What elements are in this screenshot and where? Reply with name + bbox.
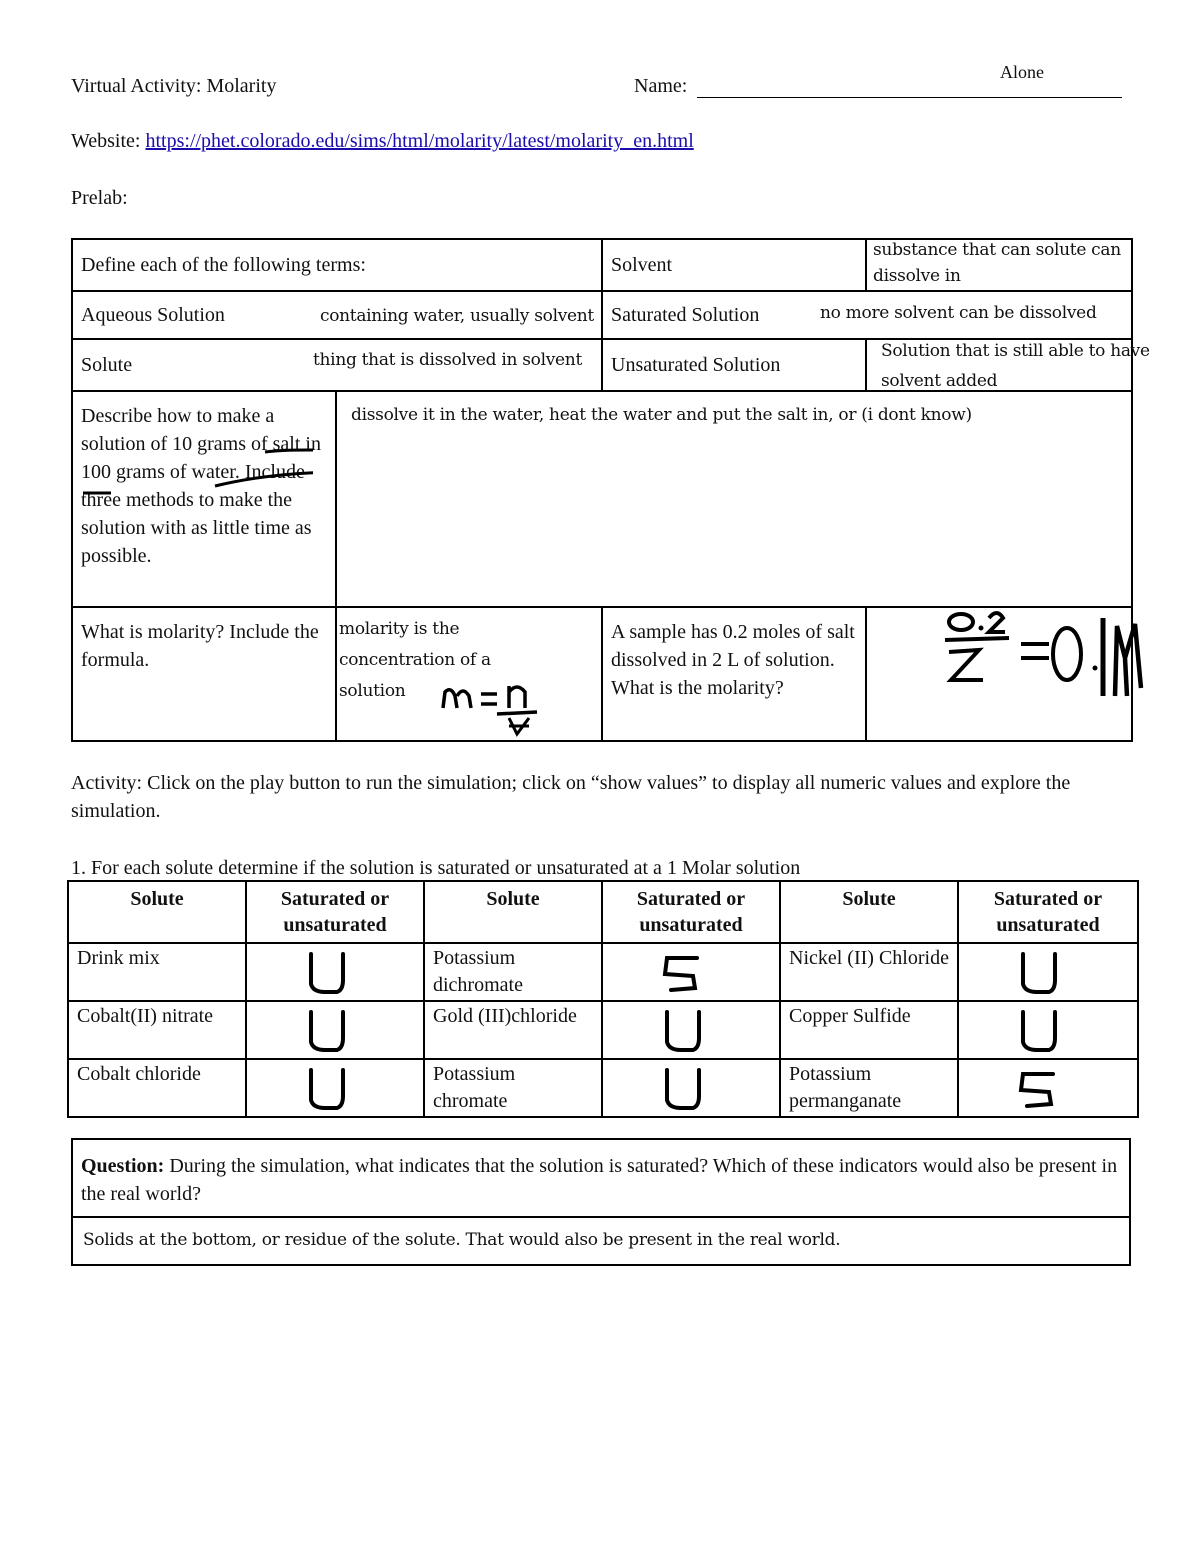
table-row [68, 1001, 1138, 1059]
name-underline [697, 97, 1122, 98]
solute-name: Potassium permanganate [780, 1059, 958, 1117]
answer-aqueous[interactable]: containing water, usually solvent [320, 306, 594, 326]
term-saturated: Saturated Solution [611, 304, 760, 326]
term-solute: Solute [81, 354, 133, 376]
handwritten-u-mark [1009, 950, 1069, 996]
saturation-mark[interactable] [602, 1001, 780, 1059]
saturation-mark[interactable] [958, 1001, 1138, 1059]
header-saturated-1: Saturated or unsaturated [246, 881, 424, 943]
define-prompt: Define each of the following terms: [72, 239, 602, 291]
question-answer[interactable]: Solids at the bottom, or residue of the solute. That would also be present in the real world. [83, 1230, 841, 1250]
website-line [71, 127, 694, 155]
sample-answer-handwriting [939, 596, 1169, 706]
handwritten-u-mark [297, 1008, 357, 1054]
describe-prompt: Describe how to make a solution of 10 grams of salt in 100 grams of water. Include three methods to make the solution with as little time as possible. [81, 405, 321, 567]
sample-prompt: A sample has 0.2 moles of salt dissolved in 2 L of solution. What is the molarity? [602, 607, 866, 741]
website-label: Website: [71, 130, 141, 152]
saturation-mark[interactable] [246, 943, 424, 1001]
describe-answer-cell [336, 391, 1132, 607]
prelab-table [71, 238, 1150, 742]
solute-name: Cobalt(II) nitrate [68, 1001, 246, 1059]
describe-answer[interactable]: dissolve it in the water, heat the water and put the salt in, or (i dont know) [351, 405, 972, 425]
saturation-mark[interactable] [246, 1001, 424, 1059]
question-cell [72, 1139, 1130, 1217]
name-value[interactable]: Alone [1000, 62, 1044, 82]
sample-answer-cell [866, 607, 1132, 741]
header-saturated-2: Saturated or unsaturated [602, 881, 780, 943]
solute-name: Drink mix [68, 943, 246, 1001]
describe-prompt-cell [72, 391, 336, 607]
header-solute-2: Solute [424, 881, 602, 943]
prelab-label: Prelab: [71, 187, 128, 209]
worksheet-title: Virtual Activity: Molarity [71, 75, 277, 97]
header-solute-3: Solute [780, 881, 958, 943]
molarity-formula-handwriting [437, 678, 567, 738]
solute-table [67, 880, 1139, 1118]
saturation-mark[interactable] [958, 1059, 1138, 1117]
solute-name: Potassium chromate [424, 1059, 602, 1117]
handwritten-u-mark [297, 950, 357, 996]
question-label: Question: [81, 1155, 165, 1177]
website-link[interactable]: https://phet.colorado.edu/sims/html/molarity/latest/molarity_en.html [145, 130, 694, 152]
activity-instructions: Activity: Click on the play button to run the simulation; click on “show values” to display all numeric values and explore the simulation. [71, 772, 1071, 822]
solute-name: Potassium dichromate [424, 943, 602, 1001]
molarity-answer[interactable]: molarity is the concentration of a solution [339, 619, 491, 701]
answer-solute[interactable]: thing that is dissolved in solvent [313, 350, 582, 370]
handwritten-u-mark [653, 1066, 713, 1112]
solute-name: Nickel (II) Chloride [780, 943, 958, 1001]
solute-name: Copper Sulfide [780, 1001, 958, 1059]
answer-solvent[interactable]: substance that can solute can dissolve in [873, 240, 1121, 286]
answer-cell-unsaturated [866, 339, 1150, 391]
row-saturated [602, 291, 1132, 339]
handwritten-u-mark [297, 1066, 357, 1112]
question-1: 1. For each solute determine if the solution is saturated or unsaturated at a 1 Molar solution [71, 857, 801, 879]
handwritten-s-mark [1009, 1066, 1069, 1112]
answer-unsaturated[interactable]: Solution that is still able to have solvent added [881, 341, 1150, 391]
answer-cell-solvent [866, 239, 1132, 291]
term-unsaturated: Unsaturated Solution [602, 339, 866, 391]
header-saturated-3: Saturated or unsaturated [958, 881, 1138, 943]
question-text: During the simulation, what indicates that the solution is saturated? Which of these indicators would also be present in the real world? [81, 1155, 1118, 1205]
question-answer-cell [72, 1217, 1130, 1265]
row-solute [72, 339, 602, 391]
handwritten-u-mark [1009, 1008, 1069, 1054]
solute-name: Cobalt chloride [68, 1059, 246, 1117]
handwritten-s-mark [653, 950, 713, 996]
term-aqueous: Aqueous Solution [81, 304, 225, 326]
solute-name: Gold (III)chloride [424, 1001, 602, 1059]
saturation-mark[interactable] [246, 1059, 424, 1117]
header-solute-1: Solute [68, 881, 246, 943]
table-row [68, 1059, 1138, 1117]
question-box [71, 1138, 1131, 1266]
handwritten-u-mark [653, 1008, 713, 1054]
answer-saturated[interactable]: no more solvent can be dissolved [820, 303, 1097, 323]
saturation-mark[interactable] [602, 943, 780, 1001]
molarity-prompt: What is molarity? Include the formula. [72, 607, 336, 741]
row-aqueous [72, 291, 602, 339]
term-solvent: Solvent [602, 239, 866, 291]
name-label: Name: [634, 75, 688, 97]
table-row [68, 943, 1138, 1001]
saturation-mark[interactable] [958, 943, 1138, 1001]
molarity-answer-cell [336, 607, 602, 741]
saturation-mark[interactable] [602, 1059, 780, 1117]
